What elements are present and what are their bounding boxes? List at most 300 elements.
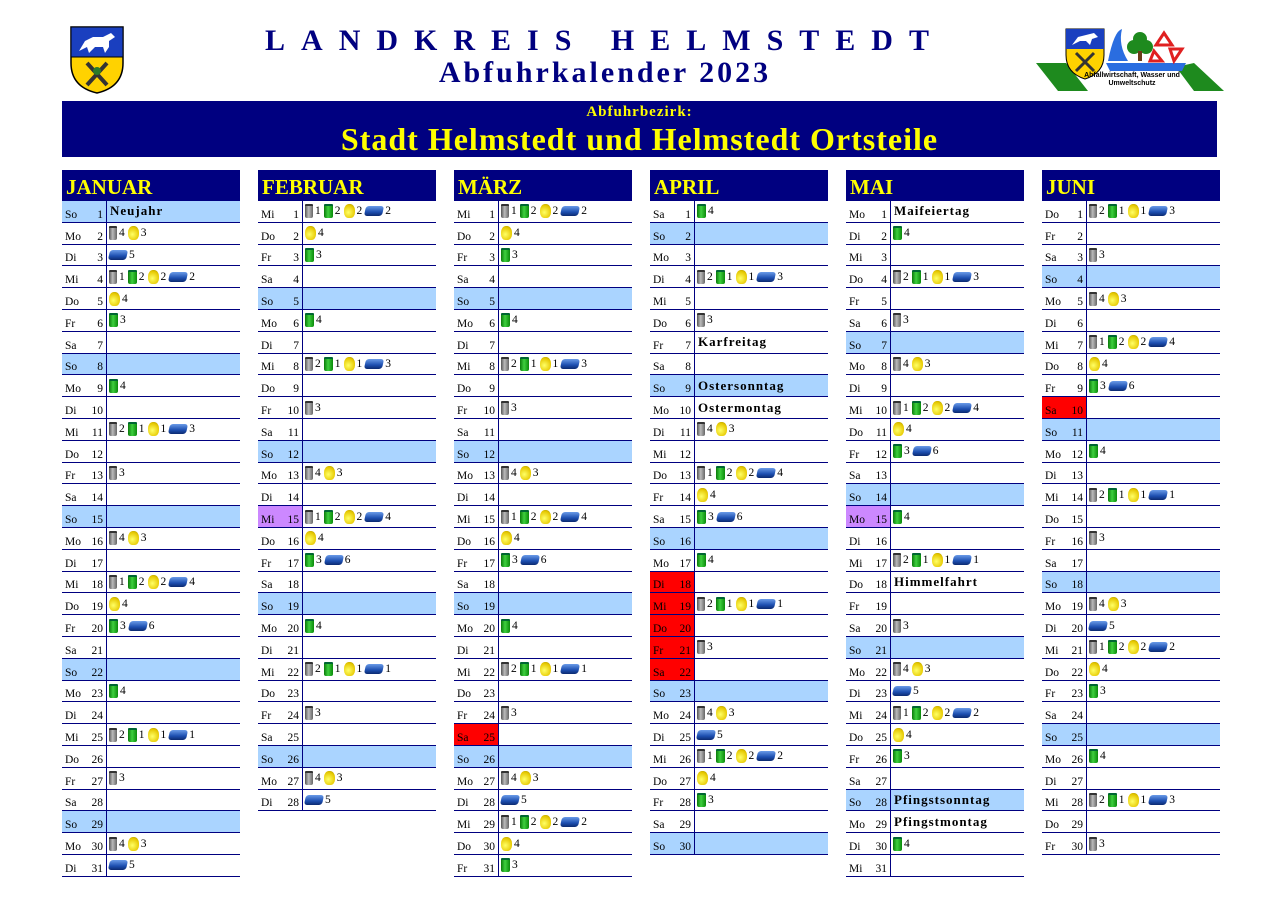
grey-bin-icon: [109, 771, 117, 785]
day-cell: [846, 288, 891, 309]
collection-item: [1149, 489, 1176, 501]
collection-cell: [891, 463, 1024, 484]
collection-count: 1: [119, 270, 125, 283]
collection-item: [109, 226, 126, 240]
collection-item: [932, 706, 952, 720]
collection-item: [1128, 488, 1148, 502]
day-row: [846, 375, 1024, 397]
day-number: 31: [483, 862, 495, 875]
collection-count: 3: [1120, 597, 1127, 610]
collection-cell: [891, 702, 1024, 723]
green-bin-icon: [912, 270, 921, 284]
day-number: 23: [679, 688, 691, 701]
yellow-bag-icon: [540, 357, 551, 371]
green-bin-icon: [716, 597, 725, 611]
day-row: [846, 615, 1024, 637]
weekday-label: Mo: [457, 317, 473, 330]
weekday-label: Do: [457, 688, 472, 701]
collection-item: [697, 270, 714, 284]
collection-item: [501, 794, 528, 806]
collection-count: 3: [1099, 532, 1105, 545]
blue-paper-bin-icon: [108, 250, 128, 260]
weekday-label: Mi: [849, 252, 863, 265]
collection-item: [305, 466, 322, 480]
day-cell: [846, 550, 891, 571]
day-cell: [846, 201, 891, 222]
collection-item: [561, 205, 588, 217]
grey-bin-icon: [501, 204, 509, 218]
weekday-label: Mo: [65, 230, 81, 243]
collection-cell: [499, 397, 632, 418]
day-number: 3: [881, 252, 887, 265]
collection-item: [1089, 248, 1106, 262]
day-number: 10: [679, 404, 691, 417]
day-row: [454, 659, 632, 681]
collection-count: 4: [1102, 663, 1108, 676]
collection-cell: [1087, 223, 1220, 244]
yellow-bag-icon: [932, 706, 943, 720]
weekday-label: Fr: [457, 862, 468, 875]
day-row: [454, 506, 632, 528]
collection-cell: [891, 681, 1024, 702]
collection-cell: [107, 354, 240, 375]
collection-count: 3: [1120, 292, 1127, 305]
collection-item: [893, 270, 910, 284]
collection-cell: [695, 419, 828, 440]
collection-item: [953, 707, 980, 719]
collection-item: [128, 270, 146, 284]
collection-count: 6: [540, 554, 547, 567]
weekday-label: Do: [1045, 819, 1060, 832]
collection-cell: [891, 593, 1024, 614]
day-number: 12: [287, 448, 299, 461]
day-cell: [258, 637, 303, 658]
day-number: 7: [685, 339, 691, 352]
collection-item: [893, 313, 910, 327]
grey-bin-icon: [697, 422, 705, 436]
collection-count: 3: [316, 554, 322, 567]
collection-count: 2: [581, 815, 587, 828]
day-cell: [650, 768, 695, 789]
day-cell: [846, 332, 891, 353]
collection-cell: [303, 659, 436, 680]
day-number: 25: [679, 731, 691, 744]
collection-item: [365, 663, 392, 675]
day-number: 15: [679, 513, 691, 526]
green-bin-icon: [128, 575, 137, 589]
collection-count: 2: [530, 815, 537, 828]
collection-count: 3: [904, 750, 910, 763]
collection-count: 2: [315, 663, 321, 676]
collection-count: 2: [552, 205, 559, 218]
blue-paper-bin-icon: [756, 751, 776, 761]
grey-bin-icon: [1089, 292, 1097, 306]
grey-bin-icon: [305, 357, 313, 371]
day-number: 9: [489, 383, 495, 396]
collection-cell: [107, 702, 240, 723]
day-number: 20: [679, 622, 691, 635]
day-cell: [62, 310, 107, 331]
day-number: 15: [875, 513, 887, 526]
collection-item: [1089, 444, 1107, 458]
month-column: [650, 170, 828, 855]
collection-cell: [1087, 659, 1220, 680]
day-cell: [62, 593, 107, 614]
collection-item: [697, 553, 715, 567]
day-row: [650, 506, 828, 528]
yellow-bag-icon: [148, 422, 159, 436]
day-cell: [62, 550, 107, 571]
weekday-label: Fr: [1045, 535, 1056, 548]
day-row: [258, 288, 436, 310]
weekday-label: Do: [65, 295, 80, 308]
day-number: 14: [679, 492, 691, 505]
collection-count: 4: [119, 837, 125, 850]
day-number: 14: [1071, 492, 1083, 505]
weekday-label: Fr: [1045, 383, 1056, 396]
weekday-label: Di: [65, 557, 77, 570]
day-number: 17: [287, 557, 299, 570]
day-row: [454, 463, 632, 485]
collection-item: [520, 662, 538, 676]
yellow-bag-icon: [540, 815, 551, 829]
day-number: 2: [293, 230, 299, 243]
day-row: [846, 724, 1024, 746]
weekday-label: Sa: [457, 579, 469, 592]
collection-cell: [499, 441, 632, 462]
day-cell: [1042, 201, 1087, 222]
day-row: [1042, 223, 1220, 245]
green-bin-icon: [893, 510, 902, 524]
day-row: [650, 463, 828, 485]
green-bin-icon: [697, 510, 706, 524]
day-cell: [1042, 506, 1087, 527]
day-number: 8: [881, 361, 887, 374]
collection-count: 5: [129, 248, 135, 261]
collection-item: [1089, 662, 1109, 676]
collection-count: 4: [1169, 336, 1175, 349]
day-cell: [454, 615, 499, 636]
day-cell: [846, 528, 891, 549]
grey-bin-icon: [501, 357, 509, 371]
collection-cell: [303, 702, 436, 723]
day-number: 12: [1071, 448, 1083, 461]
collection-count: 2: [511, 357, 517, 370]
day-cell: [454, 790, 499, 811]
weekday-label: Mo: [261, 470, 277, 483]
day-cell: [454, 833, 499, 854]
grey-bin-icon: [305, 706, 313, 720]
collection-item: [1108, 335, 1126, 349]
weekday-label: Mo: [261, 317, 277, 330]
blue-paper-bin-icon: [168, 272, 188, 282]
day-row: [846, 397, 1024, 419]
day-number: 14: [875, 492, 887, 505]
green-bin-icon: [1089, 684, 1098, 698]
day-row: [454, 811, 632, 833]
day-cell: [1042, 702, 1087, 723]
day-row: [1042, 615, 1220, 637]
collection-count: 1: [552, 357, 559, 370]
weekday-label: Sa: [261, 731, 273, 744]
day-cell: [258, 572, 303, 593]
day-cell: [454, 354, 499, 375]
day-cell: [846, 593, 891, 614]
collection-cell: [107, 615, 240, 636]
weekday-label: Fr: [65, 470, 76, 483]
yellow-bag-icon: [932, 553, 943, 567]
collection-count: 3: [707, 314, 713, 327]
collection-item: [697, 204, 715, 218]
day-row: [258, 637, 436, 659]
day-row: [258, 201, 436, 223]
day-cell: [258, 245, 303, 266]
collection-item: [169, 729, 196, 741]
weekday-label: Sa: [653, 666, 665, 679]
weekday-label: Mo: [1045, 295, 1061, 308]
collection-count: 2: [1140, 641, 1147, 654]
collection-count: 1: [1140, 488, 1147, 501]
weekday-label: Sa: [457, 426, 469, 439]
day-number: 17: [483, 557, 495, 570]
yellow-bag-icon: [736, 270, 747, 284]
collection-count: 2: [356, 205, 363, 218]
collection-count: 3: [924, 357, 931, 370]
collection-cell: [1087, 790, 1220, 811]
collection-cell: [107, 746, 240, 767]
collection-count: 3: [904, 445, 910, 458]
day-cell: [846, 615, 891, 636]
collection-item: [501, 771, 518, 785]
collection-item: [893, 728, 913, 742]
day-number: 18: [91, 579, 103, 592]
day-number: 1: [1077, 208, 1083, 221]
grey-bin-icon: [109, 837, 117, 851]
weekday-label: Di: [457, 797, 469, 810]
day-row: [1042, 724, 1220, 746]
day-number: 27: [483, 775, 495, 788]
weekday-label: Mo: [1045, 601, 1061, 614]
day-number: 2: [881, 230, 887, 243]
day-number: 13: [287, 470, 299, 483]
day-row: [650, 811, 828, 833]
day-row: [1042, 354, 1220, 376]
collection-item: [1089, 684, 1107, 698]
day-row: [258, 681, 436, 703]
collection-item: [109, 837, 126, 851]
yellow-bag-icon: [344, 204, 355, 218]
holiday-name: Pfingstsonntag: [894, 791, 991, 807]
blue-paper-bin-icon: [560, 359, 580, 369]
collection-cell: [499, 310, 632, 331]
collection-count: 4: [708, 554, 714, 567]
day-cell: [1042, 419, 1087, 440]
weekday-label: Sa: [653, 513, 665, 526]
collection-item: [305, 553, 323, 567]
month-title: MAI: [846, 170, 1024, 201]
collection-item: [109, 249, 136, 261]
collection-item: [1089, 793, 1106, 807]
day-number: 8: [489, 361, 495, 374]
weekday-label: Mo: [653, 404, 669, 417]
day-row: [846, 811, 1024, 833]
blue-paper-bin-icon: [912, 446, 932, 456]
weekday-label: Mi: [261, 208, 275, 221]
collection-count: 2: [189, 270, 195, 283]
collection-item: [1149, 794, 1176, 806]
collection-item: [757, 467, 784, 479]
collection-cell: [1087, 593, 1220, 614]
weekday-label: Sa: [65, 797, 77, 810]
grey-bin-icon: [1089, 488, 1097, 502]
collection-count: 4: [318, 532, 324, 545]
collection-item: [1149, 336, 1176, 348]
day-row: [258, 245, 436, 267]
day-number: 12: [875, 448, 887, 461]
green-bin-icon: [324, 204, 333, 218]
day-row: [1042, 528, 1220, 550]
collection-cell: [107, 528, 240, 549]
collection-cell: [107, 310, 240, 331]
green-bin-icon: [324, 510, 333, 524]
collection-cell: [107, 593, 240, 614]
collection-item: [716, 422, 736, 436]
day-row: [846, 746, 1024, 768]
day-cell: [846, 441, 891, 462]
collection-item: [109, 619, 127, 633]
day-row: [650, 681, 828, 703]
day-number: 17: [679, 557, 691, 570]
day-cell: [1042, 768, 1087, 789]
grey-bin-icon: [893, 662, 901, 676]
collection-count: 2: [530, 205, 537, 218]
day-number: 31: [91, 862, 103, 875]
collection-cell: [891, 615, 1024, 636]
collection-item: [953, 554, 980, 566]
collection-cell: [499, 245, 632, 266]
day-cell: [846, 266, 891, 287]
collection-count: 3: [315, 706, 321, 719]
collection-item: [109, 379, 127, 393]
collection-item: [697, 597, 714, 611]
collection-count: 2: [385, 205, 391, 218]
collection-item: [109, 292, 129, 306]
day-cell: [650, 441, 695, 462]
day-number: 27: [679, 775, 691, 788]
blue-paper-bin-icon: [364, 359, 384, 369]
day-row: [258, 463, 436, 485]
collection-item: [324, 357, 342, 371]
collection-cell: [499, 506, 632, 527]
day-cell: [454, 550, 499, 571]
collection-count: 3: [189, 423, 195, 436]
collection-item: [697, 510, 715, 524]
grey-bin-icon: [305, 771, 313, 785]
weekday-label: Fr: [849, 601, 860, 614]
day-row: [454, 790, 632, 812]
day-number: 8: [1077, 361, 1083, 374]
day-row: [1042, 593, 1220, 615]
collection-cell: [107, 637, 240, 658]
yellow-bag-icon: [109, 597, 120, 611]
day-number: 20: [287, 622, 299, 635]
day-number: 22: [679, 666, 691, 679]
day-cell: [454, 223, 499, 244]
day-number: 16: [1071, 535, 1083, 548]
grey-bin-icon: [1089, 793, 1097, 807]
green-bin-icon: [1108, 793, 1117, 807]
day-cell: [650, 659, 695, 680]
day-cell: [1042, 615, 1087, 636]
green-bin-icon: [1108, 204, 1117, 218]
day-number: 22: [1071, 666, 1083, 679]
collection-count: 3: [903, 314, 909, 327]
collection-cell: [303, 310, 436, 331]
day-row: [846, 637, 1024, 659]
weekday-label: So: [261, 295, 274, 308]
blue-paper-bin-icon: [1148, 337, 1168, 347]
day-cell: [258, 768, 303, 789]
collection-cell: [107, 266, 240, 287]
collection-cell: [303, 615, 436, 636]
collection-item: [697, 313, 714, 327]
yellow-bag-icon: [932, 270, 943, 284]
green-bin-icon: [501, 553, 510, 567]
grey-bin-icon: [501, 466, 509, 480]
month-column: [1042, 170, 1220, 855]
collection-count: 2: [138, 270, 145, 283]
day-cell: [62, 811, 107, 832]
day-row: [454, 375, 632, 397]
collection-count: 3: [707, 641, 713, 654]
day-row: [1042, 245, 1220, 267]
collection-item: [109, 575, 126, 589]
collection-item: [128, 226, 148, 240]
yellow-bag-icon: [716, 422, 727, 436]
weekday-label: Mo: [849, 666, 865, 679]
yellow-bag-icon: [501, 531, 512, 545]
collection-item: [520, 771, 540, 785]
collection-cell: [1087, 637, 1220, 658]
weekday-label: Do: [653, 317, 668, 330]
month-title: FEBRUAR: [258, 170, 436, 201]
day-number: 7: [97, 339, 103, 352]
day-row: [62, 681, 240, 703]
weekday-label: So: [457, 448, 470, 461]
collection-count: 4: [1099, 292, 1105, 305]
day-row: [650, 354, 828, 376]
day-row: [258, 659, 436, 681]
weekday-label: Fr: [457, 404, 468, 417]
day-row: [650, 702, 828, 724]
day-row: [258, 484, 436, 506]
day-cell: [258, 310, 303, 331]
day-row: [650, 528, 828, 550]
collection-item: [1108, 204, 1126, 218]
day-cell: [650, 397, 695, 418]
weekday-label: Di: [849, 230, 861, 243]
day-cell: [454, 288, 499, 309]
collection-item: [1089, 531, 1106, 545]
day-cell: [1042, 811, 1087, 832]
grey-bin-icon: [501, 706, 509, 720]
collection-cell: [891, 266, 1024, 287]
day-cell: [650, 811, 695, 832]
day-number: 8: [293, 361, 299, 374]
collection-cell: [695, 790, 828, 811]
weekday-label: Fr: [261, 557, 272, 570]
day-row: [62, 833, 240, 855]
